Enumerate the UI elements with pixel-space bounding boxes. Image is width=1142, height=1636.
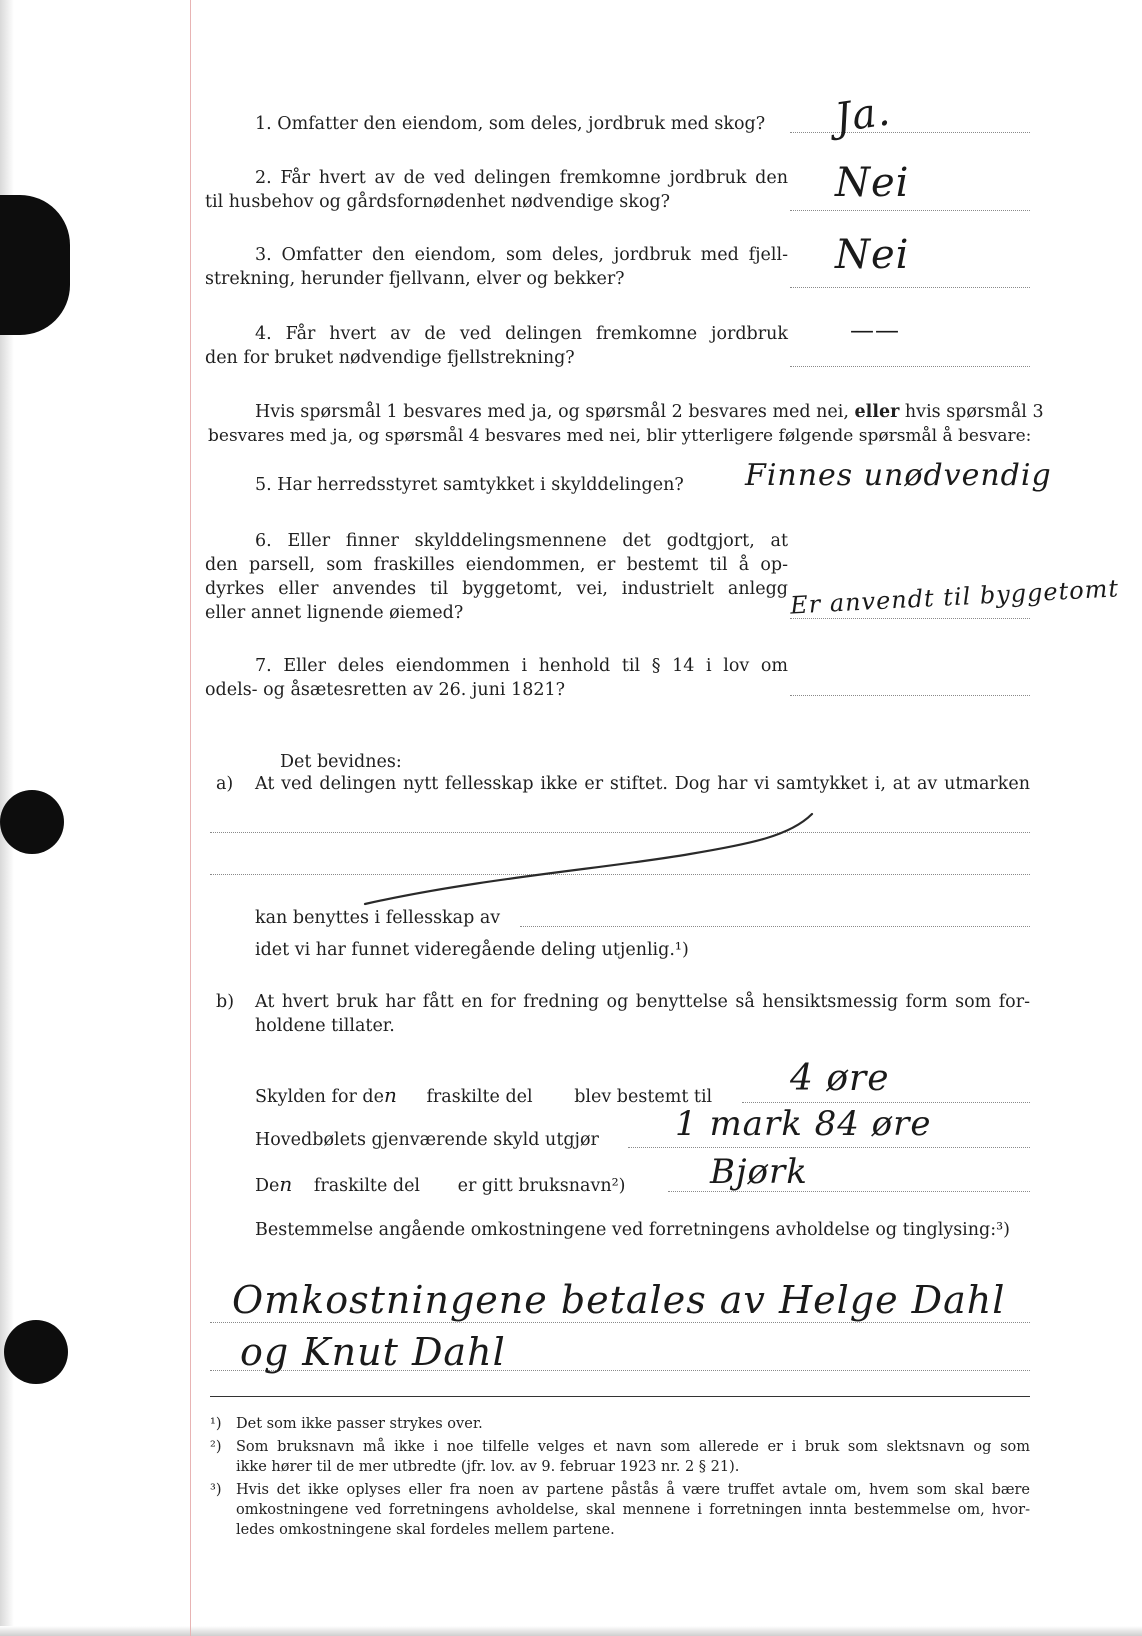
bevidnes-b-line-1: At hvert bruk har fått en for fredning og benyttelse så hensiktsmessig form som for- xyxy=(255,992,1030,1012)
skyld-line-1 xyxy=(255,1083,712,1109)
footnote-1-mark: ¹) xyxy=(210,1416,222,1432)
answer-line-7 xyxy=(790,695,1030,696)
skyld-l3-b: fraskilte del xyxy=(313,1176,421,1196)
footnote-3-line-2: omkostningene ved forretningens avholdelse, skal mennene i forretningen innta bestemmelse om, hvor- xyxy=(236,1502,1030,1518)
question-6-line-4: eller annet lignende øiemed? xyxy=(205,603,464,623)
binder-hole-top xyxy=(0,195,70,335)
skyld-line-1-dots xyxy=(742,1102,1030,1103)
strike-through-line xyxy=(360,808,820,908)
intro-line-1-b: hvis spørsmål 3 xyxy=(904,402,1044,422)
intro-line-1 xyxy=(255,400,1044,424)
margin-line xyxy=(190,0,191,1636)
binder-hole-bottom xyxy=(4,1320,68,1384)
cost-line-1-dots xyxy=(210,1322,1030,1323)
bevidnes-heading: Det bevidnes: xyxy=(280,752,402,772)
intro-line-1-bold: eller xyxy=(854,402,900,422)
skyld-l1-n: n xyxy=(383,1083,397,1107)
intro-line-2: besvares med ja, og spørsmål 4 besvares med nei, blir ytterligere følgende spørsmål å besvare: xyxy=(208,426,1032,446)
bevidnes-a-line-2: kan benyttes i fellesskap av xyxy=(255,908,501,928)
skyld-line-2-dots xyxy=(628,1147,1030,1148)
bevidnes-a-line-3: idet vi har funnet videregående deling utjenlig.¹) xyxy=(255,940,689,960)
answer-line-4 xyxy=(790,366,1030,367)
footnote-3-mark: ³) xyxy=(210,1482,222,1498)
question-7-line-1: 7. Eller deles eiendommen i henhold til § 14 i lov om xyxy=(255,656,788,676)
question-2-line-2: til husbehov og gårdsfornødenhet nødvendige skog? xyxy=(205,192,670,212)
skyld-l3-n: n xyxy=(279,1172,293,1196)
footnote-divider xyxy=(210,1396,1030,1397)
answer-3-handwritten: Nei xyxy=(835,232,910,278)
question-4-line-1: 4. Får hvert av de ved delingen fremkomne jordbruk xyxy=(255,324,788,344)
question-3-line-2: strekning, herunder fjellvann, elver og bekker? xyxy=(205,269,625,289)
skyld-l1-a: Skylden for de xyxy=(255,1087,384,1107)
answer-6-handwritten: Er anvendt til byggetomt xyxy=(789,574,1120,620)
footnote-2-line-2: ikke hører til de mer utbredte (jfr. lov. av 9. februar 1923 nr. 2 § 21). xyxy=(236,1459,740,1475)
skyld-line-2: Hovedbølets gjenværende skyld utgjør xyxy=(255,1130,599,1150)
footnote-3-line-3: ledes omkostningene skal fordeles mellem partene. xyxy=(236,1522,615,1538)
cost-handwritten-line-2: og Knut Dahl xyxy=(240,1330,506,1374)
footnote-3-line-1: Hvis det ikke oplyses eller fra noen av partene påstås å være truffet avtale om, hvem som skal bære xyxy=(236,1482,1030,1498)
binder-hole-middle xyxy=(0,790,64,854)
answer-5-handwritten: Finnes unødvendig xyxy=(745,458,1052,493)
bevidnes-b-label: b) xyxy=(216,992,235,1012)
intro-line-1-a: Hvis spørsmål 1 besvares med ja, og spørsmål 2 besvares med nei, xyxy=(255,402,849,422)
question-7-line-2: odels- og åsætesretten av 26. juni 1821? xyxy=(205,680,565,700)
answer-4-dash: —— xyxy=(850,316,900,344)
question-6-line-1: 6. Eller finner skylddelingsmennene det godtgjort, at xyxy=(255,531,788,551)
cost-handwritten-line-1: Omkostningene betales av Helge Dahl xyxy=(232,1278,1006,1322)
answer-line-3 xyxy=(790,287,1030,288)
skyld-answer-2: 1 mark 84 øre xyxy=(675,1104,932,1144)
question-1-text: 1. Omfatter den eiendom, som deles, jordbruk med skog? xyxy=(255,114,766,134)
answer-1-handwritten: Ja. xyxy=(832,88,894,142)
footnote-2-line-1: Som bruksnavn må ikke i noe tilfelle velges et navn som allerede er i bruk som slektsnavn og som xyxy=(236,1439,1030,1455)
skyld-l3-c: er gitt bruksnavn²) xyxy=(457,1176,626,1196)
answer-line-6 xyxy=(790,618,1030,619)
footnote-2-mark: ²) xyxy=(210,1439,222,1455)
question-5-text: 5. Har herredsstyret samtykket i skylddelingen? xyxy=(255,475,684,495)
answer-line-1 xyxy=(790,132,1030,133)
skyld-answer-1: 4 øre xyxy=(790,1058,890,1099)
bevidnes-a-text: At ved delingen nytt fellesskap ikke er stiftet. Dog har vi samtykket i, at av utmarken xyxy=(255,774,1030,794)
bevidnes-a-label: a) xyxy=(216,774,234,794)
skyld-line-3 xyxy=(255,1172,625,1198)
skyld-l3-a: De xyxy=(255,1176,280,1196)
skyld-answer-3: Bjørk xyxy=(710,1152,808,1192)
skyld-line-4: Bestemmelse angående omkostningene ved forretningens avholdelse og tinglysing:³) xyxy=(255,1220,1010,1240)
skyld-l1-c: blev bestemt til xyxy=(574,1087,713,1107)
fellesskap-av-line xyxy=(520,926,1030,927)
question-6-line-2: den parsell, som fraskilles eiendommen, er bestemt til å op- xyxy=(205,555,788,575)
question-2-line-1: 2. Får hvert av de ved delingen fremkomne jordbruk den xyxy=(255,168,788,188)
page-bottom-shadow xyxy=(0,1626,1142,1636)
bevidnes-b-line-2: holdene tillater. xyxy=(255,1016,395,1036)
question-4-line-2: den for bruket nødvendige fjellstrekning? xyxy=(205,348,575,368)
answer-line-2 xyxy=(790,210,1030,211)
answer-2-handwritten: Nei xyxy=(835,160,910,206)
skyld-l1-b: fraskilte del xyxy=(426,1087,533,1107)
question-6-line-3: dyrkes eller anvendes til byggetomt, vei, industrielt anlegg xyxy=(205,579,788,599)
question-3-line-1: 3. Omfatter den eiendom, som deles, jordbruk med fjell- xyxy=(255,245,788,265)
footnote-1-line-1: Det som ikke passer strykes over. xyxy=(236,1416,483,1432)
